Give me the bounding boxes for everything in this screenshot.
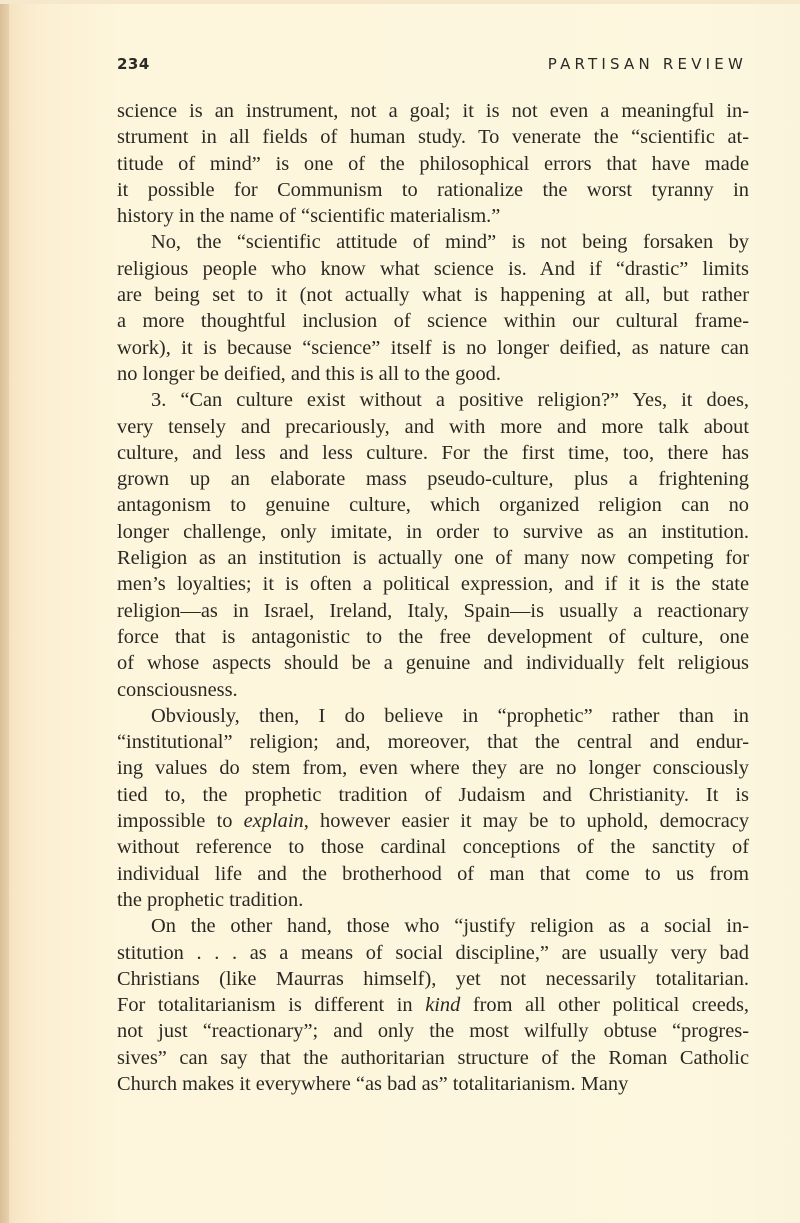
body-text: [117, 98, 749, 1097]
text-line: of whose aspects should be a genuine and individually felt religious: [117, 652, 749, 675]
text-line: are being set to it (not actually what is happening at all, but rather: [117, 284, 749, 307]
text-line: not just “reactionary”; and only the most wilfully obtuse “progres-: [117, 1020, 749, 1043]
text-line: Christians (like Maurras himself), yet not necessarily totalitarian.: [117, 967, 749, 990]
text-line: consciousness.: [117, 678, 238, 701]
paragraph: [117, 913, 749, 1097]
text-line: religious people who know what science is. And if “drastic” limits: [117, 257, 749, 280]
text-line: it possible for Communism to rationalize the worst tyranny in: [117, 178, 749, 201]
text-line: impossible to explain, however easier it may be to uphold, democracy: [117, 810, 750, 833]
text-line: very tensely and precariously, and with more and more talk about: [117, 415, 749, 438]
text-line: individual life and the brotherhood of man that come to us from: [117, 862, 749, 885]
text-line: On the other hand, those who “justify religion as a social in-: [151, 915, 749, 938]
text-line: science is an instrument, not a goal; it is not even a meaningful in-: [117, 100, 749, 122]
paragraph: [117, 387, 749, 703]
text-line: grown up an elaborate mass pseudo-culture, plus a frightening: [117, 468, 749, 491]
paragraph: [117, 229, 749, 387]
paragraph: [117, 703, 749, 913]
book-spine-edge: [0, 0, 9, 1223]
text-line: religion—as in Israel, Ireland, Italy, Spain—is usually a reactionary: [117, 599, 749, 622]
text-line: titude of mind” is one of the philosophical errors that have made: [117, 152, 749, 175]
text-line: stitution . . . as a means of social discipline,” are usually very bad: [117, 941, 749, 964]
text-line: strument in all fields of human study. To venerate the “scientific at-: [117, 126, 749, 149]
italic-emphasis: kind: [425, 994, 461, 1017]
text-line: antagonism to genuine culture, which organized religion can no: [117, 494, 749, 517]
running-head: PARTISAN REVIEW: [547, 55, 747, 73]
text-line: force that is antagonistic to the free development of culture, one: [117, 625, 749, 648]
text-line: the prophetic tradition.: [117, 888, 304, 911]
italic-emphasis: explain: [243, 810, 304, 833]
text-line: no longer be deified, and this is all to the good.: [117, 362, 501, 385]
text-line: Religion as an institution is actually one of many now competing for: [117, 547, 749, 570]
page-top-edge: [0, 0, 800, 4]
text-line: tied to, the prophetic tradition of Judaism and Christianity. It is: [117, 783, 749, 806]
page-header: [117, 52, 747, 76]
text-line: a more thoughtful inclusion of science within our cultural frame-: [117, 310, 749, 333]
text-line: without reference to those cardinal conceptions of the sanctity of: [117, 836, 749, 859]
text-line: history in the name of “scientific materialism.”: [117, 205, 501, 228]
paragraph: [117, 98, 749, 229]
text-line: work), it is because “science” itself is no longer deified, as nature can: [117, 336, 749, 359]
text-line: For totalitarianism is different in kind from all other political creeds,: [117, 994, 749, 1017]
text-line: men’s loyalties; it is often a political expression, and if it is the state: [117, 573, 749, 596]
text-line: ing values do stem from, even where they are no longer consciously: [117, 757, 749, 780]
text-line: longer challenge, only imitate, in order to survive as an institution.: [117, 520, 749, 543]
text-line: Obviously, then, I do believe in “prophetic” rather than in: [151, 704, 749, 727]
text-line: sives” can say that the authoritarian structure of the Roman Catholic: [117, 1046, 749, 1069]
text-line: No, the “scientific attitude of mind” is not being forsaken by: [151, 231, 749, 254]
text-line: 3. “Can culture exist without a positive religion?” Yes, it does,: [151, 389, 749, 412]
text-line: Church makes it everywhere “as bad as” totalitarianism. Many: [117, 1072, 629, 1095]
text-line: “institutional” religion; and, moreover, that the central and endur-: [117, 731, 749, 754]
text-line: culture, and less and less culture. For the first time, too, there has: [117, 441, 749, 464]
page-number: 234: [117, 55, 150, 73]
